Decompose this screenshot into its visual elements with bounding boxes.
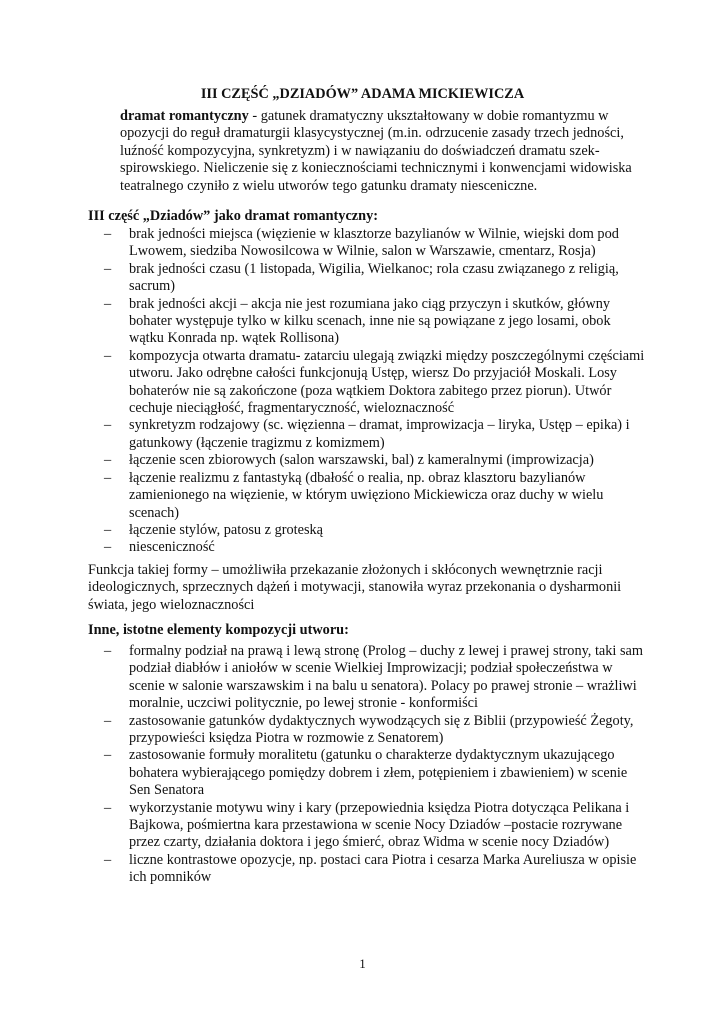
intro-term: dramat romantyczny (120, 108, 249, 124)
dash-bullet: – (104, 469, 112, 486)
dash-bullet: – (104, 643, 112, 659)
section-heading-composition: Inne, istotne elementy kompozycji utworu: (88, 622, 349, 638)
list-item: – łączenie scen zbiorowych (salon warszawski, bal) z kameralnymi (improwizacja) (104, 452, 594, 469)
form-function-paragraph: Funkcja takiej formy – umożliwiła przekazanie złożonych i skłóconych wewnętrznie racji ideologicznych, sprzecznych dążeń i motywacji, stanowiła wyraz przekonania o dysharmonii świata, jego wieloznaczności (88, 562, 622, 613)
intro-paragraph (120, 108, 644, 195)
list-item: – formalny podział na prawą i lewą stronę (Prolog – duchy z lewej i prawej strony, taki sam podział diabłów i aniołów w scenie Wielkiej Improwizacji; podział społeczeństwa w scenie w salonie warszawskim i na balu u senatora). Polacy po prawej stronie – wrażliwi moralnie, uczciwi politycznie, po lewej stronie - konformiści (104, 643, 644, 712)
dash-bullet: – (104, 747, 112, 764)
composition-elements-list (88, 643, 648, 887)
list-item: – zastosowanie formuły moralitetu (gatunku o charakterze dydaktycznym ukazującego bohatera wybierającego pomiędzy dobrem i złem, potępieniem i zbawieniem) w scenie Sen Senatora (104, 747, 628, 799)
list-item: – brak jedności miejsca (więzienie w klasztorze bazylianów w Wilnie, wiejski dom pod Lwowem, siedziba Nowosilcowa w Wilnie, salon w Warszawie, cmentarz, Rosja) (104, 226, 619, 260)
list-item: – zastosowanie gatunków dydaktycznych wywodzących się z Biblii (przypowieść Żegoty, przypowieści księdza Piotra w rozmowie z Senatorem) (104, 712, 634, 747)
section-heading-romantic-drama: III część „Dziadów” jako dramat romantyczny: (88, 208, 379, 224)
dash-bullet: – (104, 539, 112, 556)
page-number: 1 (359, 956, 366, 971)
list-item: – niesceniczność (104, 539, 215, 556)
dash-bullet: – (104, 417, 112, 434)
list-item: – synkretyzm rodzajowy (sc. więzienna – dramat, improwizacja – liryka, Ustęp – epika) i gatunkowy (łączenie tragizmu z komizmem) (104, 417, 630, 451)
dash-bullet: – (104, 851, 112, 868)
list-item: – wykorzystanie motywu winy i kary (przepowiednia księdza Piotra dotycząca Pelikana i Bajkowa, pośmiertna kara przestawiona w scenie Nocy Dziadów –postacie rozrywane przez czarty, działania doktora i jego śmierć, obraz Widma w scenie nocy Dziadów) (104, 799, 630, 851)
list-item: – łączenie realizmu z fantastyką (dbałość o realia, np. obraz klasztoru bazylianów zamienionego na więzienie, w którym uwięziono Mickiewicza oraz duchy w wielu scenach) (104, 469, 604, 521)
dash-bullet: – (104, 521, 112, 538)
dash-bullet: – (104, 712, 112, 729)
romantic-features-list (88, 226, 648, 557)
list-item: – liczne kontrastowe opozycje, np. postaci cara Piotra i cesarza Marka Aureliusza w opisie ich pomników (104, 851, 637, 886)
intro-text: - gatunek dramatyczny ukształtowany w dobie romantyzmu w opozycji do reguł dramaturgii klasycystycznej (m.in. odrzucenie zasady trzech jedności, luźność kompozycyjna, synkretyzm) i w nawiązaniu do doświadczeń dramatu szek-spirowskiego. Nieliczenie się z koniecznościami technicznymi i konwencjami widowiska teatralnego czyniło z wielu utworów tego gatunku dramaty niesceniczne. (120, 108, 632, 194)
list-item: – brak jedności czasu (1 listopada, Wigilia, Wielkanoc; rola czasu związanego z religią, sacrum) (104, 260, 619, 295)
dash-bullet: – (104, 295, 112, 312)
list-item: – łączenie stylów, patosu z groteską (104, 521, 323, 538)
dash-bullet: – (104, 260, 112, 277)
dash-bullet: – (104, 799, 112, 816)
dash-bullet: – (104, 347, 112, 364)
list-item: – brak jedności akcji – akcja nie jest rozumiana jako ciąg przyczyn i skutków, główny bohater występuje tylko w kilku scenach, inne nie są powiązane z jego losami, obok wątku Konrada np. wątek Rollisona) (104, 295, 611, 347)
dash-bullet: – (104, 452, 112, 469)
list-item: – kompozycja otwarta dramatu- zatarciu ulegają związki między poszczególnymi częściami utworu. Jako odrębne całości funkcjonują Ustęp, wiersz Do przyjaciół Moskali. Losy bohaterów nie są zakończone (poza wątkiem Doktora zabitego przez piorun). Utwór cechuje nieciągłość, fragmentaryczność, wieloznaczność (104, 347, 645, 417)
document-title: III CZĘŚĆ „DZIADÓW” ADAMA MICKIEWICZA (200, 86, 525, 102)
dash-bullet: – (104, 226, 112, 242)
